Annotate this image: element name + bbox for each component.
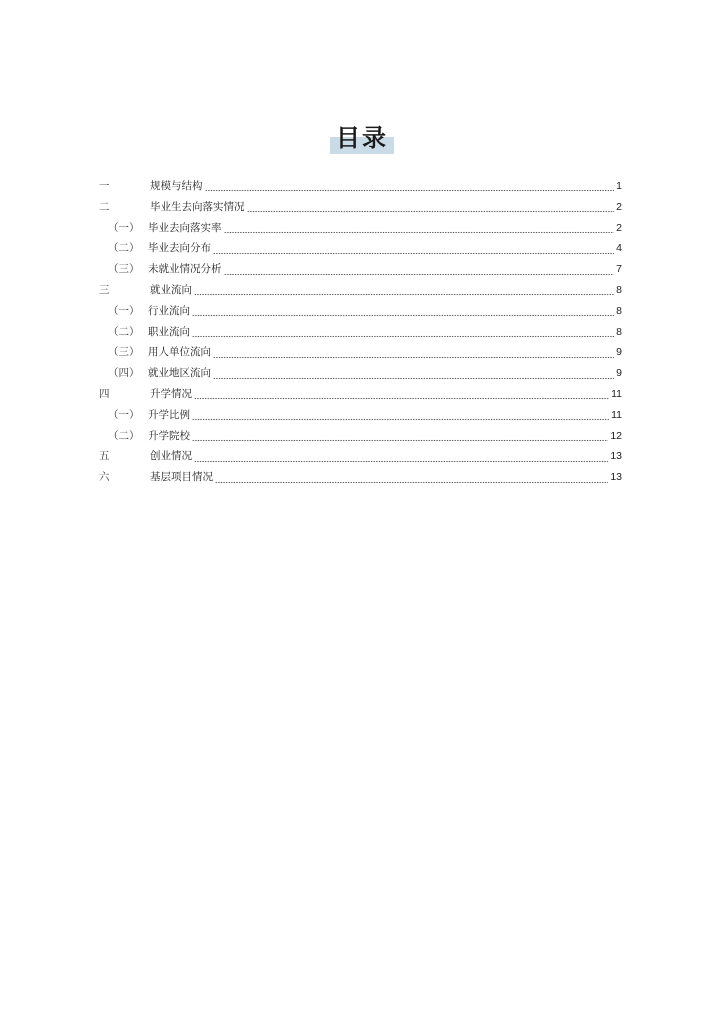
toc-entry-number: 五 [99, 450, 110, 463]
toc-entry-page-number: 8 [616, 283, 622, 296]
toc-entry-page-number: 7 [616, 263, 622, 276]
toc-dot-leader [213, 246, 614, 256]
toc-dot-leader [194, 391, 609, 401]
toc-entry-page-number: 4 [616, 242, 622, 255]
toc-entry[interactable] [97, 259, 622, 280]
toc-entry-page-number: 8 [616, 325, 622, 338]
toc-entry-number: （一） [108, 221, 140, 234]
toc-entry-title: 职业流向 [148, 325, 190, 338]
toc-entry-page-number: 13 [610, 471, 622, 484]
toc-entry-number: （二） [108, 325, 140, 338]
toc-entry-page-number: 9 [616, 346, 622, 359]
toc-entry-title: 规模与结构 [150, 180, 203, 192]
toc-entry-number: 二 [99, 200, 110, 213]
toc-entry[interactable] [97, 467, 622, 488]
title-container [0, 122, 724, 154]
toc-dot-leader [192, 329, 614, 339]
toc-entry[interactable] [97, 384, 622, 405]
toc-dot-leader [205, 183, 615, 193]
toc-dot-leader [194, 287, 614, 297]
toc-entry-number: （一） [108, 408, 140, 421]
toc-dot-leader [192, 308, 614, 318]
toc-entry-number: （二） [108, 429, 140, 442]
toc-entry-page-number: 2 [616, 200, 622, 213]
toc-dot-leader [192, 433, 608, 443]
toc-entry[interactable] [97, 280, 622, 301]
toc-entry[interactable] [97, 218, 622, 239]
toc-entry-number: （二） [108, 242, 140, 255]
toc-entry-page-number: 12 [610, 429, 622, 442]
toc-entry[interactable] [97, 176, 622, 197]
toc-dot-leader [192, 412, 609, 422]
toc-entry-title: 升学比例 [148, 408, 190, 421]
toc-entry[interactable] [97, 197, 622, 218]
page-title: 目录 [330, 122, 394, 154]
toc-entry-title: 就业流向 [150, 283, 192, 296]
toc-entry-title: 毕业生去向落实情况 [150, 200, 245, 213]
toc-entry[interactable] [97, 301, 622, 322]
toc-dot-leader [224, 225, 615, 235]
toc-dot-leader [215, 475, 608, 485]
toc-entry-page-number: 11 [611, 408, 622, 421]
toc-entry-title: 升学院校 [148, 429, 190, 442]
toc-entry[interactable] [97, 363, 622, 384]
toc-entry-page-number: 13 [610, 450, 622, 463]
toc-entry-page-number: 2 [616, 221, 622, 234]
toc-dot-leader [194, 454, 608, 464]
toc-entry-number: 六 [99, 471, 110, 484]
toc-entry[interactable] [97, 446, 622, 467]
toc-entry-page-number: 1 [616, 180, 622, 192]
toc-entry-title: 毕业去向落实率 [148, 221, 222, 234]
toc-entry-title: 行业流向 [148, 304, 190, 317]
toc-entry-title: 用人单位流向 [148, 346, 211, 359]
toc-entry-title: 创业情况 [150, 450, 192, 463]
toc-entry[interactable] [97, 426, 622, 447]
toc-entry-number: 四 [99, 387, 110, 400]
toc-dot-leader [247, 204, 615, 214]
toc-entry[interactable] [97, 342, 622, 363]
toc-entry-number: （一） [108, 304, 140, 317]
toc-entry-number: 一 [99, 180, 110, 192]
toc-entry-number: （四） [108, 367, 140, 380]
toc-entry-number: （三） [108, 346, 140, 359]
toc-entry-title: 毕业去向分布 [148, 242, 211, 255]
toc-entry[interactable] [97, 322, 622, 343]
toc-entry-page-number: 11 [611, 387, 622, 400]
toc-entry-title: 基层项目情况 [150, 471, 213, 484]
toc-entry-title: 未就业情况分析 [148, 263, 222, 276]
toc-entry-number: （三） [108, 263, 140, 276]
toc-dot-leader [213, 371, 614, 381]
toc-entry[interactable] [97, 238, 622, 259]
toc-entry-number: 三 [99, 283, 110, 296]
toc-entry-page-number: 9 [616, 367, 622, 380]
toc-entry[interactable] [97, 405, 622, 426]
toc-entry-title: 升学情况 [150, 387, 192, 400]
toc-entry-page-number: 8 [616, 304, 622, 317]
toc-dot-leader [213, 350, 614, 360]
toc-dot-leader [224, 267, 615, 277]
toc-entry-title: 就业地区流向 [148, 367, 211, 380]
table-of-contents [97, 176, 622, 488]
